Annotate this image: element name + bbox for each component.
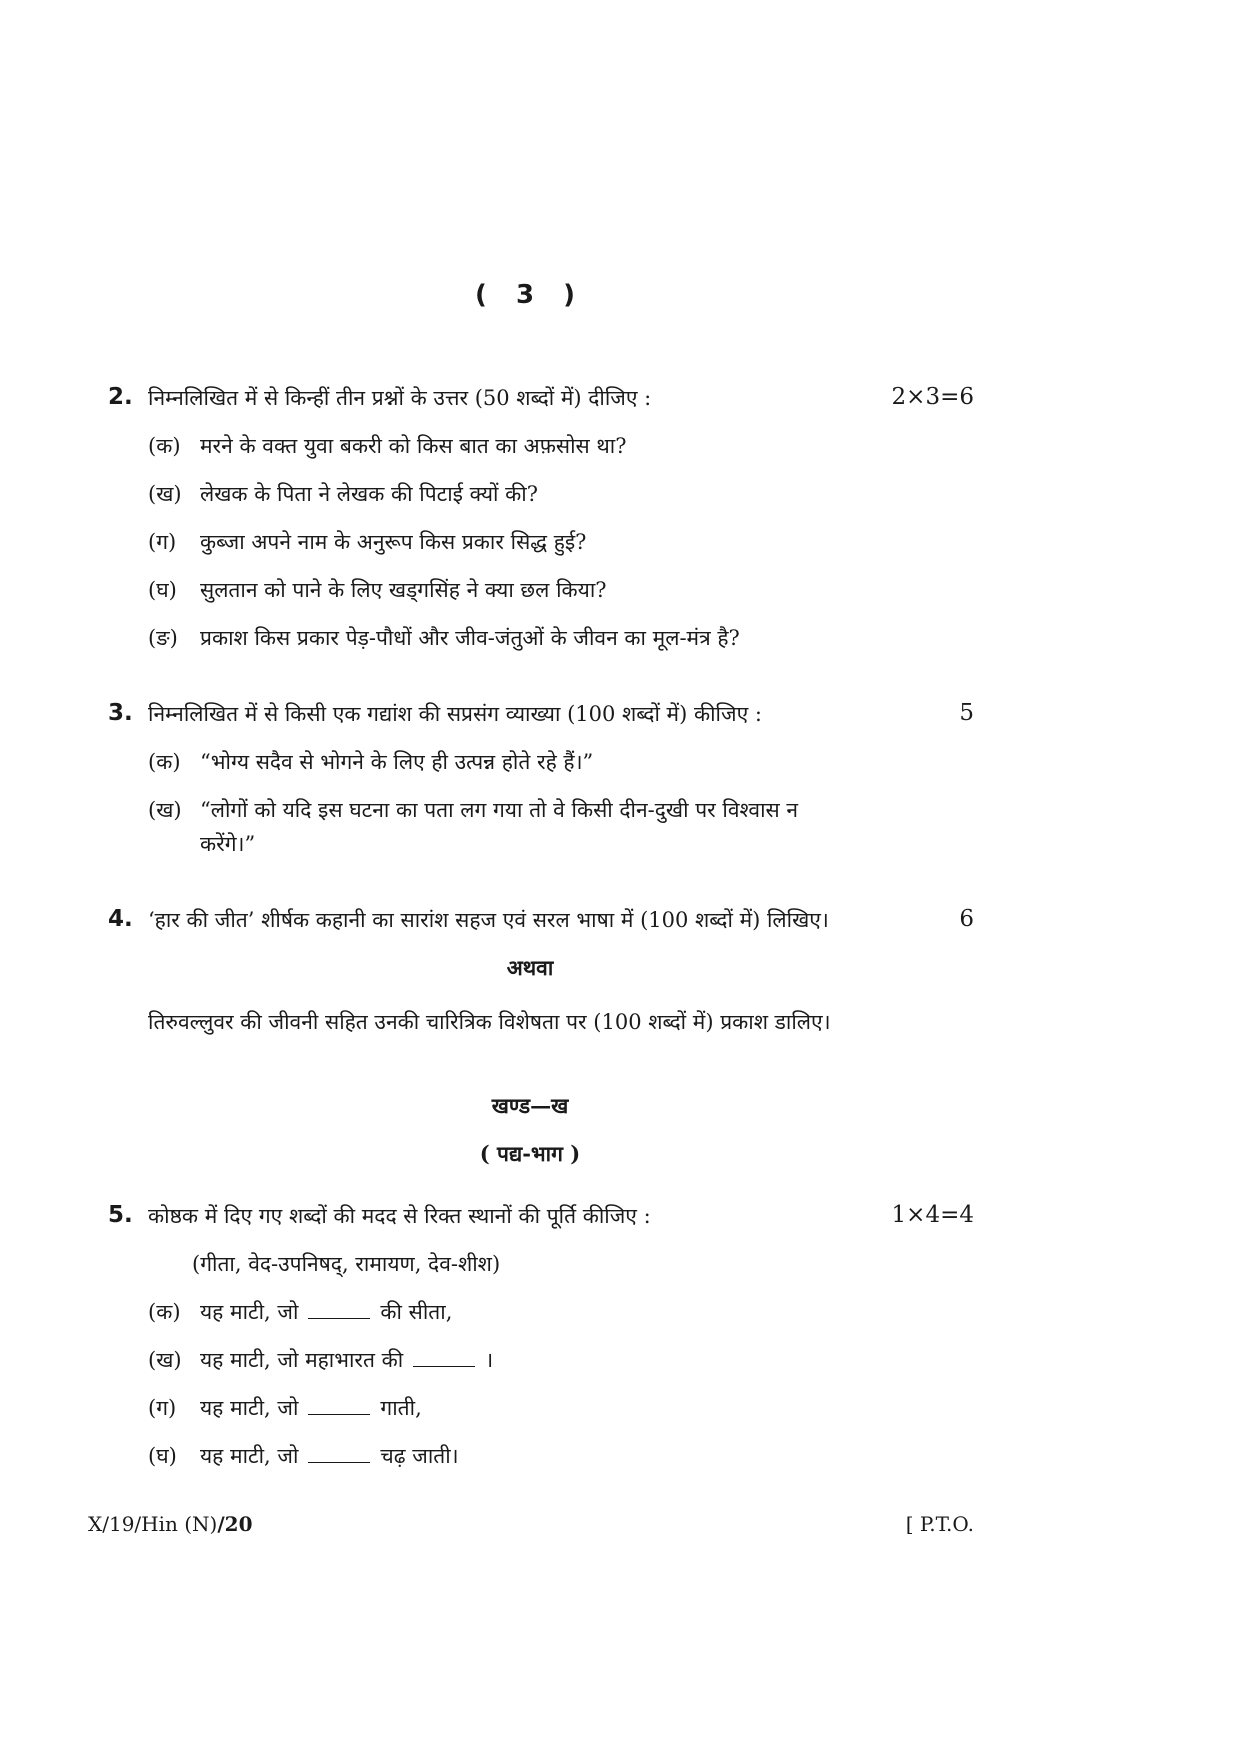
page-number: ( 3 ) xyxy=(475,280,585,310)
option-label: (ख) xyxy=(148,482,182,506)
fill-blank-line xyxy=(200,1298,452,1326)
blank-space xyxy=(308,1448,370,1463)
marks: 6 xyxy=(959,906,974,932)
question-number: 3. xyxy=(108,700,133,726)
line-suffix: । xyxy=(485,1348,494,1372)
line-prefix: यह माटी, जो महाभारत की xyxy=(200,1348,404,1372)
paper-code xyxy=(88,1512,253,1536)
question-text: निम्नलिखित में से किन्हीं तीन प्रश्नों के उत्तर (50 शब्दों में) दीजिए : xyxy=(148,386,652,410)
option-label: (ख) xyxy=(148,1348,182,1372)
option-text: सुलतान को पाने के लिए खड्गसिंह ने क्या छल किया? xyxy=(200,578,607,602)
option-label: (क) xyxy=(148,434,181,458)
question-number: 2. xyxy=(108,384,133,410)
option-label: (घ) xyxy=(148,1444,177,1468)
alternative-question-text: तिरुवल्लुवर की जीवनी सहित उनकी चारित्रिक विशेषता पर (100 शब्दों में) प्रकाश डालिए। xyxy=(148,1010,831,1034)
line-suffix: गाती, xyxy=(380,1396,422,1420)
marks: 2×3=6 xyxy=(891,384,974,410)
option-text: कुब्जा अपने नाम के अनुरूप किस प्रकार सिद्ध हुई? xyxy=(200,530,587,554)
fill-blank-line xyxy=(200,1394,422,1422)
blank-space xyxy=(308,1400,370,1415)
option-label: (ग) xyxy=(148,1396,177,1420)
line-suffix: चढ़ जाती। xyxy=(380,1444,459,1468)
option-text: प्रकाश किस प्रकार पेड़-पौधों और जीव-जंतुओं के जीवन का मूल-मंत्र है? xyxy=(200,626,740,650)
option-text-continued: करेंगे।” xyxy=(200,832,256,856)
option-label: (ग) xyxy=(148,530,177,554)
question-text: ‘हार की जीत’ शीर्षक कहानी का सारांश सहज एवं सरल भाषा में (100 शब्दों में) लिखिए। xyxy=(148,908,829,932)
fill-blank-line xyxy=(200,1346,493,1374)
marks: 5 xyxy=(959,700,974,726)
word-bank: (गीता, वेद-उपनिषद्, रामायण, देव-शीश) xyxy=(192,1252,501,1276)
section-subtitle: ( पद्य-भाग ) xyxy=(479,1141,581,1166)
question-text: निम्नलिखित में से किसी एक गद्यांश की सप्रसंग व्याख्या (100 शब्दों में) कीजिए : xyxy=(148,702,762,726)
fill-blank-line xyxy=(200,1442,459,1470)
section-title: खण्ड—ख xyxy=(491,1093,569,1118)
paper-code-count: /20 xyxy=(217,1512,253,1536)
please-turn-over: [ P.T.O. xyxy=(905,1512,974,1536)
option-label: (क) xyxy=(148,750,181,774)
option-text: “भोग्य सदैव से भोगने के लिए ही उत्पन्न होते रहे हैं।” xyxy=(200,750,594,774)
blank-space xyxy=(413,1352,475,1367)
blank-space xyxy=(308,1304,370,1319)
option-label: (ङ) xyxy=(148,626,178,650)
question-number: 4. xyxy=(108,906,133,932)
paper-code-text: X/19/Hin (N) xyxy=(88,1512,218,1536)
option-label: (क) xyxy=(148,1300,181,1324)
option-label: (घ) xyxy=(148,578,177,602)
question-number: 5. xyxy=(108,1202,133,1228)
option-text: मरने के वक्त युवा बकरी को किस बात का अफ़सोस था? xyxy=(200,434,627,458)
question-text: कोष्ठक में दिए गए शब्दों की मदद से रिक्त स्थानों की पूर्ति कीजिए : xyxy=(148,1204,651,1228)
line-suffix: की सीता, xyxy=(380,1300,453,1324)
line-prefix: यह माटी, जो xyxy=(200,1444,299,1468)
line-prefix: यह माटी, जो xyxy=(200,1396,299,1420)
marks: 1×4=4 xyxy=(891,1202,974,1228)
option-label: (ख) xyxy=(148,798,182,822)
option-text: लेखक के पिता ने लेखक की पिटाई क्यों की? xyxy=(200,482,538,506)
line-prefix: यह माटी, जो xyxy=(200,1300,299,1324)
or-divider: अथवा xyxy=(506,955,554,980)
option-text: “लोगों को यदि इस घटना का पता लग गया तो वे किसी दीन-दुखी पर विश्वास न xyxy=(200,798,799,822)
